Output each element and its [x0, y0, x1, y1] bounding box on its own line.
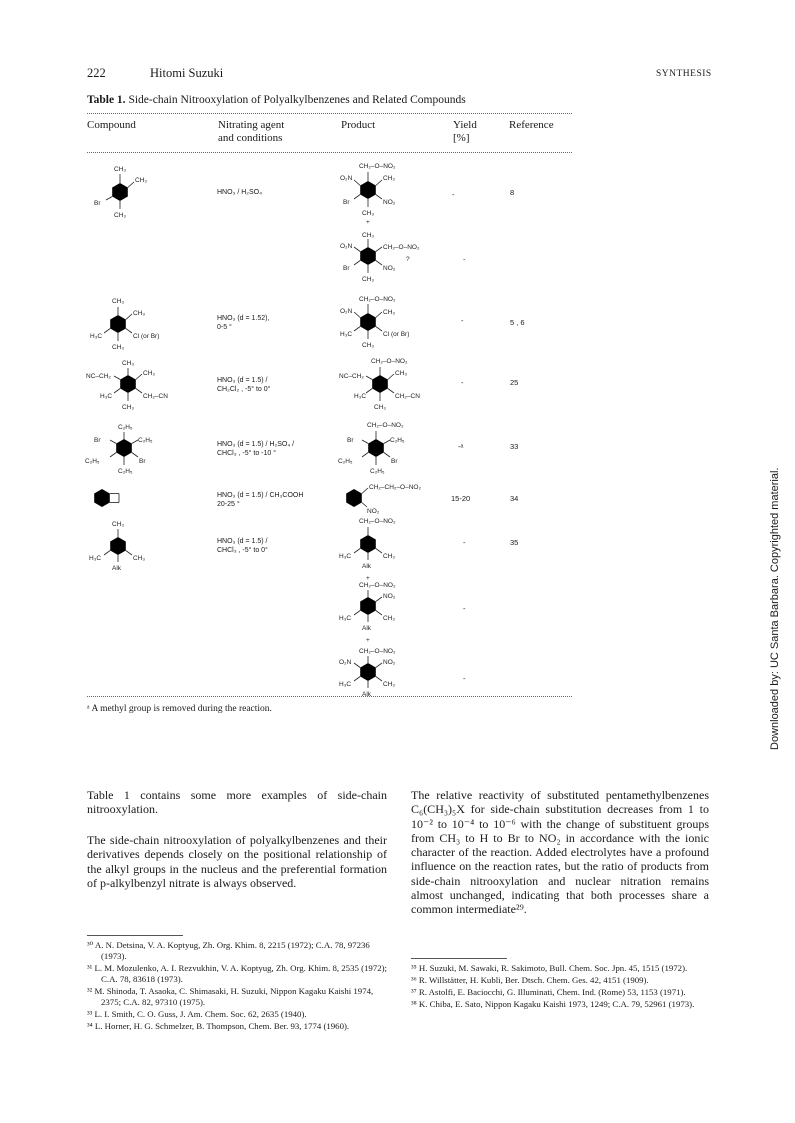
row-2-yield: -	[463, 255, 466, 264]
svg-text:+: +	[366, 575, 370, 582]
svg-text:H₃C: H₃C	[90, 333, 103, 340]
row-8-yield: -	[463, 604, 466, 613]
svg-text:NC–CH₂: NC–CH₂	[86, 373, 111, 380]
svg-text:NO₂: NO₂	[383, 199, 396, 206]
ref-32: ³² M. Shinoda, T. Asaoka, C. Shimasaki, H. Suzuki, Nippon Kagaku Kaishi 1974, 2375; C.A. 82, 97310 (1975).	[87, 986, 374, 1007]
product-3-structure	[336, 290, 436, 356]
svg-text:NC–CH₂: NC–CH₂	[339, 373, 364, 380]
svg-text:CH₃: CH₃	[133, 310, 146, 317]
svg-text:H₃C: H₃C	[89, 555, 102, 562]
svg-text:CH₃: CH₃	[122, 360, 135, 367]
svg-text:C₂H₅: C₂H₅	[118, 468, 133, 475]
svg-text:+: +	[366, 219, 370, 226]
svg-text:CH₂–O–NO₂: CH₂–O–NO₂	[359, 582, 396, 589]
svg-text:Alk: Alk	[112, 565, 122, 572]
row-4-yield: -	[461, 378, 464, 387]
table-footnote: ᵃ A methyl group is removed during the reaction.	[87, 704, 272, 714]
svg-text:CH₃: CH₃	[383, 553, 396, 560]
svg-text:H₃C: H₃C	[340, 331, 353, 338]
row-4-ref: 25	[510, 378, 519, 387]
svg-text:CH₃: CH₃	[383, 309, 396, 316]
svg-text:C₂H₅: C₂H₅	[118, 424, 133, 431]
product-9-structure	[336, 646, 436, 708]
compound-6-structure	[88, 482, 128, 518]
row-4-agent: HNO₃ (d = 1.5) / CH₂Cl₂ , -5° to 0°	[217, 377, 271, 393]
product-5-structure	[336, 418, 436, 482]
right-paragraph-1: The relative reactivity of substituted pentamethylbenzenes C₆(CH₃)₅X for side-chain substitution decreases from 1 to 10⁻² to 10⁻⁴ to 10⁻⁶ with the change of substituent groups from CH₃ to H to Br to NO₂ in accordance with the ionic character of the reaction. Added electrolytes have a profound influence on the reaction rates, but the ratio of products from side-chain nitrooxylation and nuclear nitration remains almost unchanged, indicating that both processes share a common intermediate²⁹.	[411, 788, 709, 917]
row-3-ref: 5 , 6	[510, 318, 525, 327]
svg-text:CH₃: CH₃	[135, 177, 148, 184]
ref-38: ³⁸ K. Chiba, E. Sato, Nippon Kagaku Kaishi 1973, 1249; C.A. 79, 52961 (1973).	[411, 999, 695, 1009]
row-3-agent: HNO₃ (d = 1.52), 0-5 °	[217, 315, 270, 331]
svg-text:C₂H₅: C₂H₅	[138, 437, 153, 444]
svg-text:Cl (or Br): Cl (or Br)	[133, 333, 160, 340]
refs-right-rule	[411, 958, 507, 959]
svg-text:CH₃: CH₃	[133, 555, 146, 562]
svg-text:NO₂: NO₂	[383, 265, 396, 272]
table-bottom-rule	[87, 696, 572, 697]
left-paragraph-2: The side-chain nitrooxylation of polyalkylbenzenes and their derivatives depends closely on the positional relationship of the alkyl groups in the nucleus and the preferential formation of p-alkylbenzyl nitrate is always observed.	[87, 833, 387, 890]
col-agent: Nitrating agent and conditions	[218, 119, 285, 144]
svg-text:CH₃: CH₃	[362, 232, 375, 239]
svg-text:CH₂–O–NO₂: CH₂–O–NO₂	[359, 163, 396, 170]
row-6-agent: HNO₃ (d = 1.5) / CH₃COOH 20-25 °	[217, 492, 304, 508]
svg-text:Cl (or Br): Cl (or Br)	[383, 331, 410, 338]
ref-37: ³⁷ R. Astolfi, E. Baciocchi, G. Illuminati, Chem. Ind. (Rome) 53, 1153 (1971).	[411, 987, 686, 997]
ref-35: ³⁵ H. Suzuki, M. Sawaki, R. Sakimoto, Bull. Chem. Soc. Jpn. 45, 1515 (1972).	[411, 963, 688, 973]
ref-34: ³⁴ L. Horner, H. G. Schmelzer, B. Thompson, Chem. Ber. 93, 1774 (1960).	[87, 1021, 350, 1031]
col-reference: Reference	[509, 119, 554, 131]
svg-text:Br: Br	[347, 437, 354, 444]
svg-text:CH₂–O–NO₂: CH₂–O–NO₂	[359, 518, 396, 525]
ref-33: ³³ L. I. Smith, C. O. Guss, J. Am. Chem. Soc. 62, 2635 (1940).	[87, 1009, 307, 1019]
svg-text:C₂H₅: C₂H₅	[390, 437, 405, 444]
svg-text:CH₃: CH₃	[362, 276, 375, 283]
compound-5-structure	[84, 420, 184, 484]
row-7-yield: -	[463, 538, 466, 547]
ref-30: ³⁰ A. N. Detsina, V. A. Koptyug, Zh. Org. Khim. 8, 2215 (1972); C.A. 78, 97236 (1973).	[87, 940, 370, 961]
row-5-agent: HNO₃ (d = 1.5) / H₂SO₄ / CHCl₃ , -5° to -10 °	[217, 441, 295, 457]
svg-text:O₂N: O₂N	[340, 175, 353, 182]
svg-text:CH₃: CH₃	[112, 298, 125, 305]
row-1-agent: HNO₃ / H₂SO₄	[217, 189, 262, 196]
svg-text:O₂N: O₂N	[340, 243, 353, 250]
col-yield: Yield [%]	[453, 119, 477, 144]
table-title: Table 1. Side-chain Nitrooxylation of Polyalkylbenzenes and Related Compounds	[87, 94, 466, 106]
svg-text:CH₃: CH₃	[362, 210, 375, 217]
ref-36: ³⁶ R. Willstätter, H. Kubli, Ber. Dtsch. Chem. Ges. 42, 4151 (1909).	[411, 975, 649, 985]
svg-text:C₂H₅: C₂H₅	[370, 468, 385, 475]
row-3-yield: -	[461, 316, 464, 325]
svg-text:Alk: Alk	[362, 625, 372, 632]
download-notice: Downloaded by: UC Santa Barbara. Copyrighted material.	[769, 467, 781, 750]
journal-name: SYNTHESIS	[656, 69, 712, 79]
row-6-ref: 34	[510, 494, 519, 503]
svg-text:CH₃: CH₃	[122, 404, 135, 411]
refs-right	[411, 963, 711, 1011]
svg-text:CH₂–O–NO₂: CH₂–O–NO₂	[383, 244, 420, 251]
compound-1-structure	[92, 160, 152, 226]
svg-text:CH₃: CH₃	[383, 681, 396, 688]
col-compound: Compound	[87, 119, 136, 131]
svg-text:H₃C: H₃C	[354, 393, 367, 400]
svg-text:NO₂: NO₂	[367, 508, 380, 515]
svg-text:Br: Br	[343, 265, 350, 272]
svg-text:?: ?	[406, 256, 410, 263]
table-top-rule	[87, 113, 572, 114]
svg-text:CH₃: CH₃	[383, 175, 396, 182]
product-4-structure	[336, 354, 446, 420]
svg-text:CH₃: CH₃	[114, 166, 127, 173]
compound-7-structure	[86, 518, 166, 580]
page-number: 222	[87, 66, 106, 80]
row-9-yield: -	[463, 674, 466, 683]
svg-text:CH₂–O–NO₂: CH₂–O–NO₂	[371, 358, 408, 365]
compound-4-structure	[84, 356, 194, 422]
svg-text:CH₂–CH₂–O–NO₂: CH₂–CH₂–O–NO₂	[369, 484, 421, 491]
svg-text:CH₃: CH₃	[112, 521, 125, 528]
table-header-rule	[87, 152, 572, 153]
svg-text:Br: Br	[94, 437, 101, 444]
row-6-yield: 15-20	[451, 494, 471, 503]
svg-text:CH₃: CH₃	[383, 615, 396, 622]
svg-text:O₂N: O₂N	[340, 308, 353, 315]
left-paragraph-1: Table 1 contains some more examples of side-chain nitrooxylation.	[87, 788, 387, 817]
svg-text:Alk: Alk	[362, 691, 372, 698]
row-1-ref: 8	[510, 188, 515, 197]
svg-text:Br: Br	[139, 458, 146, 465]
svg-text:H₃C: H₃C	[339, 681, 352, 688]
svg-text:H₃C: H₃C	[100, 393, 113, 400]
row-7-agent: HNO₃ (d = 1.5) / CHCl₃ , -5° to 0°	[217, 538, 268, 554]
svg-text:NO₂: NO₂	[383, 593, 396, 600]
product-8-structure	[336, 580, 436, 646]
row-5-ref: 33	[510, 442, 519, 451]
svg-text:Br: Br	[94, 200, 101, 207]
svg-text:C₂H₅: C₂H₅	[85, 458, 100, 465]
product-7-structure	[336, 514, 436, 584]
svg-text:CH₃: CH₃	[374, 404, 387, 411]
svg-text:CH₂–CN: CH₂–CN	[143, 393, 168, 400]
refs-left-rule	[87, 935, 183, 936]
col-product: Product	[341, 119, 376, 131]
ref-31: ³¹ L. M. Mozulenko, A. I. Rezvukhin, V. A. Koptyug, Zh. Org. Khim. 8, 2535 (1972); C.A. 78, 83618 (1973).	[87, 963, 387, 984]
row-5-yield: -ᵃ	[458, 442, 464, 451]
refs-left	[87, 940, 392, 1033]
svg-text:CH₂–O–NO₂: CH₂–O–NO₂	[367, 422, 404, 429]
svg-text:Br: Br	[343, 199, 350, 206]
svg-text:CH₂–CN: CH₂–CN	[395, 393, 420, 400]
svg-text:Br: Br	[391, 458, 398, 465]
svg-text:CH₃: CH₃	[395, 370, 408, 377]
running-author: Hitomi Suzuki	[150, 66, 224, 80]
svg-text:H₃C: H₃C	[339, 553, 352, 560]
svg-text:CH₂–O–NO₂: CH₂–O–NO₂	[359, 648, 396, 655]
svg-text:Alk: Alk	[362, 563, 372, 570]
svg-text:CH₃: CH₃	[143, 370, 156, 377]
row-7-ref: 35	[510, 538, 519, 547]
svg-text:CH₃: CH₃	[112, 344, 125, 351]
svg-text:CH₃: CH₃	[114, 212, 127, 219]
svg-text:+: +	[366, 637, 370, 644]
svg-text:CH₃: CH₃	[362, 342, 375, 349]
product-2-structure	[336, 228, 436, 294]
svg-text:CH₂–O–NO₂: CH₂–O–NO₂	[359, 296, 396, 303]
svg-text:O₂N: O₂N	[339, 659, 352, 666]
compound-3-structure	[86, 294, 176, 360]
svg-text:NO₂: NO₂	[383, 659, 396, 666]
svg-text:H₃C: H₃C	[339, 615, 352, 622]
svg-text:C₂H₅: C₂H₅	[338, 458, 353, 465]
product-1-structure	[336, 158, 416, 230]
row-1-yield: -	[452, 190, 455, 199]
